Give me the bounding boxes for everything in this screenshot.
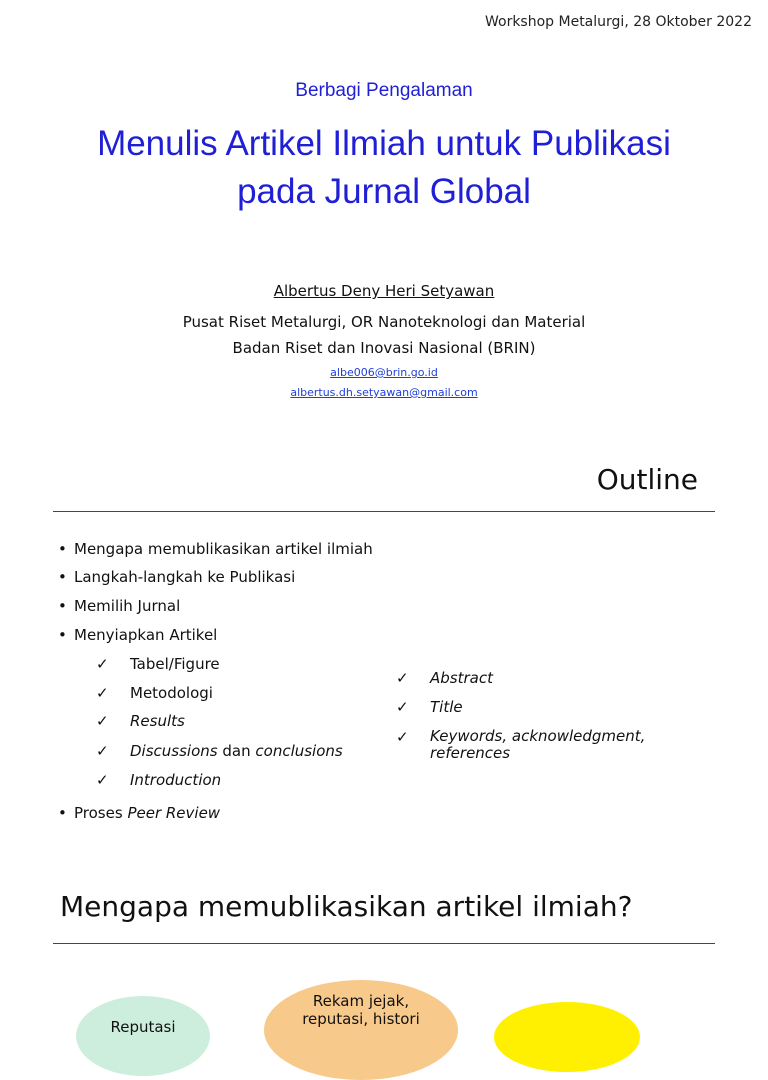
divider bbox=[53, 511, 715, 512]
checkmark-icon: ✓ bbox=[96, 655, 109, 673]
check-item: ✓ Title bbox=[396, 698, 463, 716]
check-item: ✓ Introduction bbox=[96, 771, 222, 789]
bullet-icon: • bbox=[58, 568, 67, 586]
list-item: • Proses Peer Review bbox=[58, 804, 221, 822]
check-item: ✓ Metodologi bbox=[96, 684, 213, 702]
event-label: Workshop Metalurgi, 28 Oktober 2022 bbox=[484, 14, 752, 30]
checkmark-icon: ✓ bbox=[96, 712, 109, 730]
bullet-icon: • bbox=[58, 540, 67, 558]
ellipse-yellow bbox=[494, 1002, 640, 1072]
author-name: Albertus Deny Heri Setyawan bbox=[273, 282, 495, 300]
checkmark-icon: ✓ bbox=[396, 698, 409, 716]
checkmark-icon: ✓ bbox=[96, 684, 109, 702]
email-link-1[interactable]: albe006@brin.go.id bbox=[330, 366, 438, 379]
check-item: ✓ Results bbox=[96, 712, 185, 730]
subtitle: Berbagi Pengalaman bbox=[295, 80, 473, 101]
checkmark-icon: ✓ bbox=[96, 742, 109, 760]
list-item: • Mengapa memublikasikan artikel ilmiah bbox=[58, 540, 373, 558]
check-item: ✓ Abstract bbox=[396, 669, 493, 687]
checkmark-icon: ✓ bbox=[396, 669, 409, 687]
checkmark-icon: ✓ bbox=[96, 771, 109, 789]
list-item: • Memilih Jurnal bbox=[58, 597, 181, 615]
page-title bbox=[0, 120, 768, 216]
ellipse-rekam-jejak: Rekam jejak, reputasi, histori bbox=[264, 980, 458, 1080]
section-heading: Mengapa memublikasikan artikel ilmiah? bbox=[60, 890, 633, 923]
bullet-icon: • bbox=[58, 626, 67, 644]
title-line-1: Menulis Artikel Ilmiah untuk Publikasi bbox=[97, 124, 671, 163]
list-item: • Langkah-langkah ke Publikasi bbox=[58, 568, 296, 586]
bullet-icon: • bbox=[58, 804, 67, 822]
affiliation-2: Badan Riset dan Inovasi Nasional (BRIN) bbox=[232, 339, 536, 357]
outline-heading: Outline bbox=[596, 463, 698, 496]
check-item: ✓ Discussions dan conclusions bbox=[96, 742, 343, 760]
ellipse-reputasi: Reputasi bbox=[76, 996, 210, 1076]
list-item: • Menyiapkan Artikel bbox=[58, 626, 218, 644]
check-item: ✓ Tabel/Figure bbox=[96, 655, 220, 673]
email-link-2[interactable]: albertus.dh.setyawan@gmail.com bbox=[290, 386, 478, 399]
divider bbox=[53, 943, 715, 944]
check-item: ✓ Keywords, acknowledgment, references bbox=[396, 727, 646, 762]
bullet-icon: • bbox=[58, 597, 67, 615]
affiliation-1: Pusat Riset Metalurgi, OR Nanoteknologi dan Material bbox=[182, 313, 586, 331]
title-line-2: pada Jurnal Global bbox=[237, 172, 531, 211]
checkmark-icon: ✓ bbox=[396, 728, 409, 746]
